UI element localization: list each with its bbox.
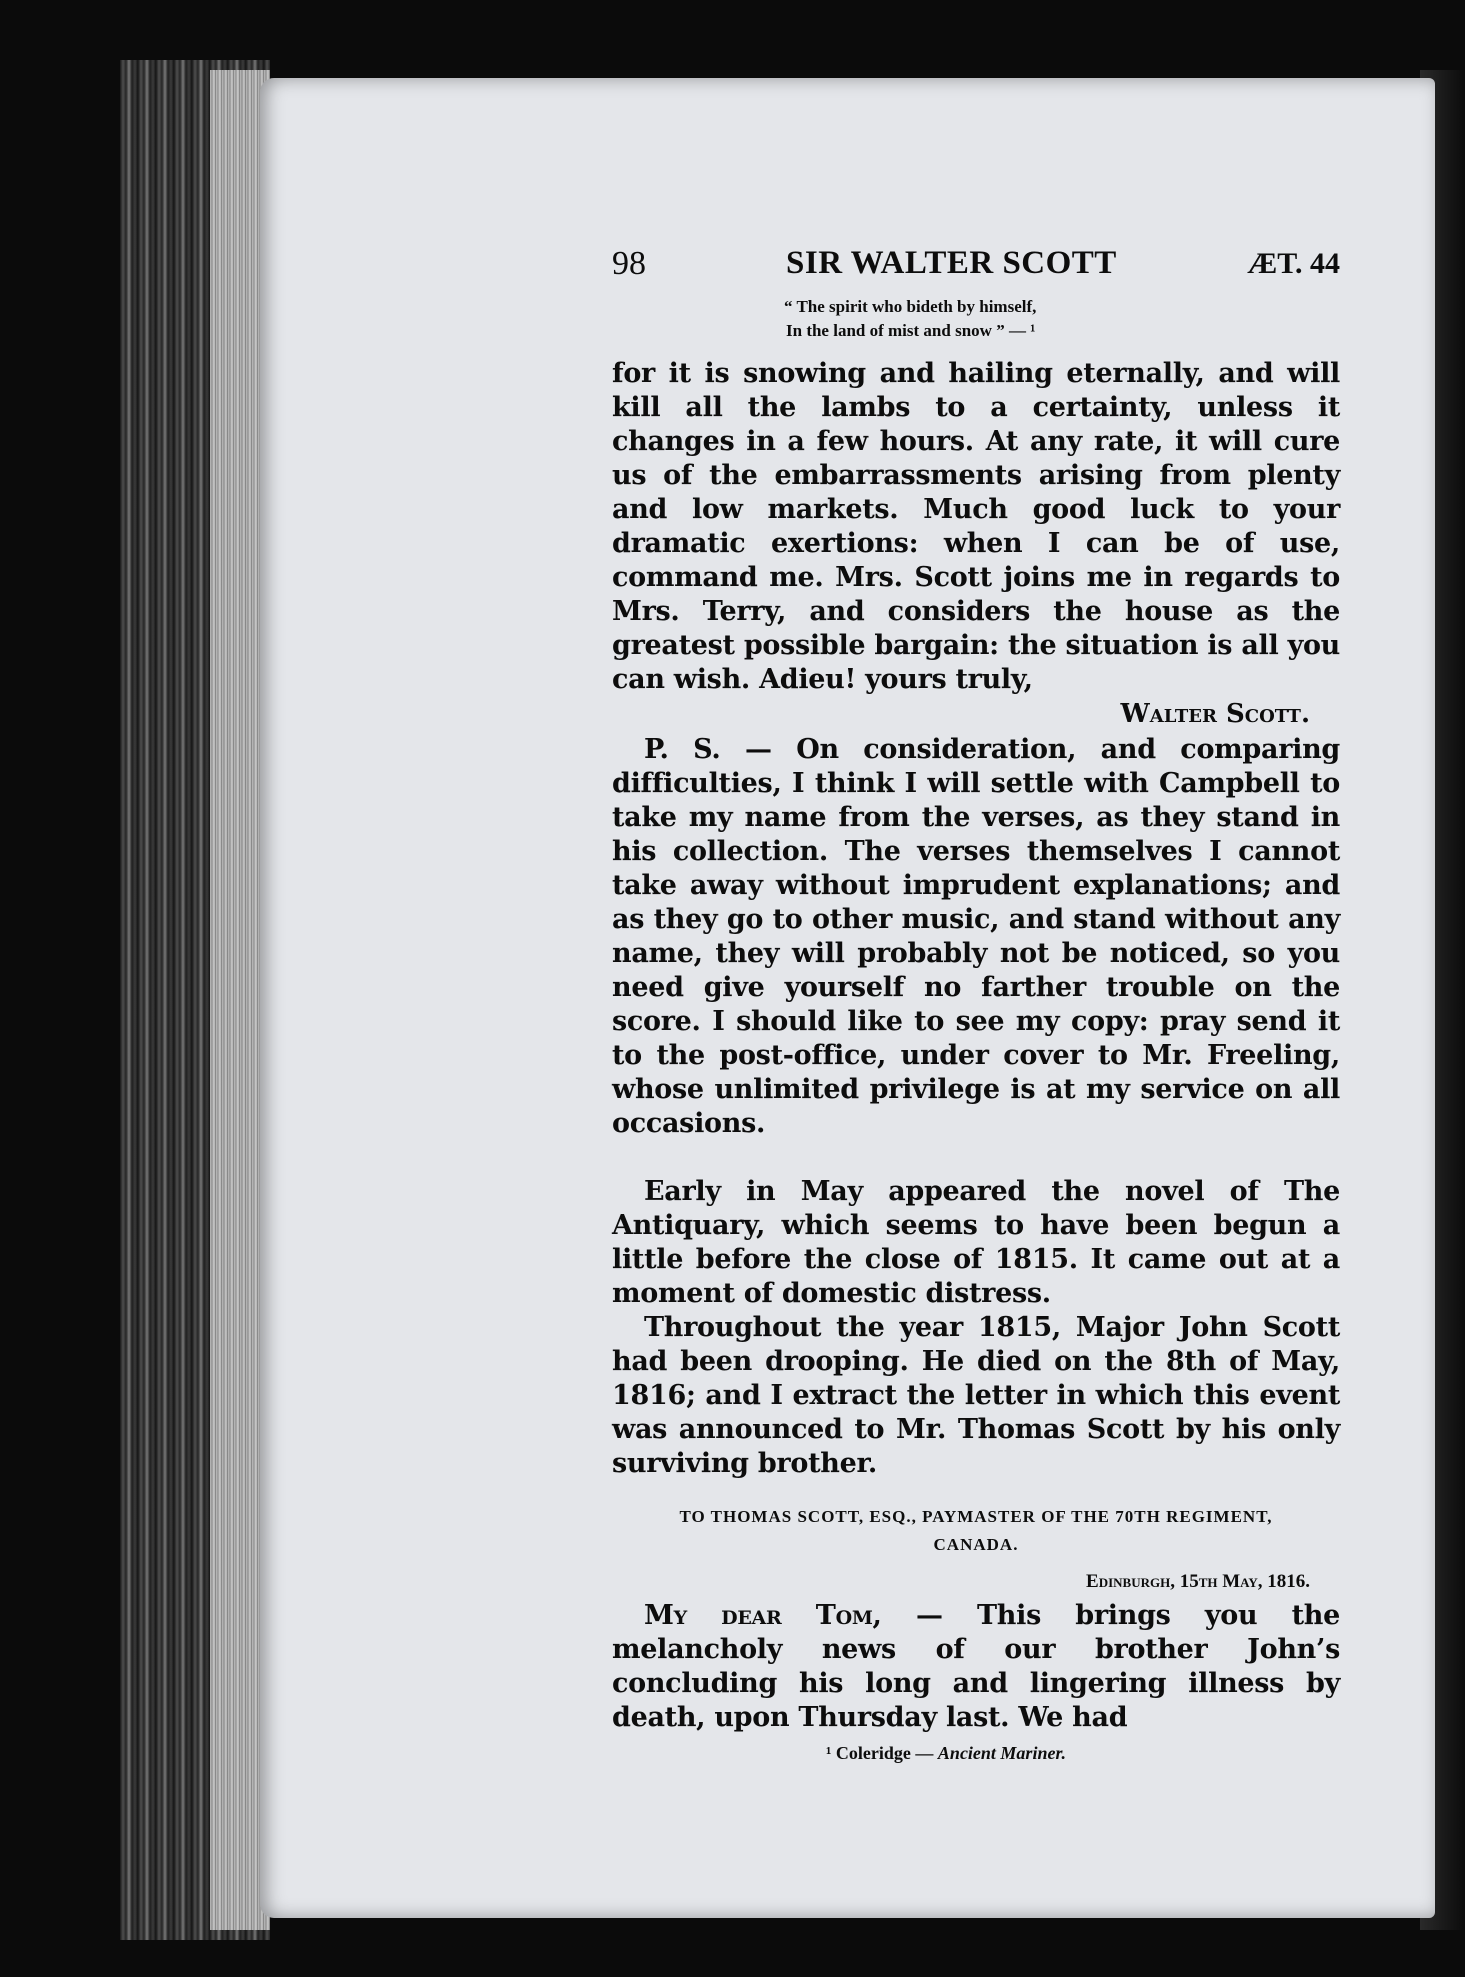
running-title: SIR WALTER SCOTT (786, 245, 1117, 281)
page-number: 98 (612, 245, 646, 282)
paragraph-antiquary: Early in May appeared the novel of The Antiquary, which seems to have been begun a little before the close of 1815. It came out at a moment of domestic distress. (612, 1176, 1340, 1309)
letter-body: — This brings you the melancholy news of our brother John’s concluding his long and lingering illness by death, upon Thursday last. We had (612, 1600, 1340, 1733)
section-gap (612, 1141, 1340, 1175)
salutation: My dear Tom, (644, 1600, 882, 1631)
running-head (612, 245, 1340, 289)
age-marker: ÆT. 44 (1247, 247, 1340, 280)
footnote-source: Ancient Mariner. (937, 1743, 1066, 1763)
letter-addressee (612, 1503, 1340, 1559)
letter-opening (612, 1599, 1340, 1735)
epigraph (784, 295, 1340, 343)
addressee-line-2: CANADA. (933, 1535, 1019, 1554)
footnote-marker: ¹ Coleridge — (826, 1743, 938, 1763)
footnote (612, 1743, 1340, 1764)
paragraph-john-scott: Throughout the year 1815, Major John Scott had been drooping. He died on the 8th of May, 1816; and I extract the letter in which this event was announced to Mr. Thomas Scott by his only surviving brother. (612, 1312, 1340, 1479)
letter-dateline: Edinburgh, 15th May, 1816. (1086, 1571, 1310, 1592)
epigraph-line-2: In the land of mist and snow ” — ¹ (786, 321, 1036, 340)
epigraph-line-1: “ The spirit who bideth by himself, (784, 297, 1037, 316)
addressee-line-1: TO THOMAS SCOTT, ESQ., PAYMASTER OF THE 70TH REGIMENT, (679, 1507, 1273, 1526)
paragraph-letter-end: for it is snowing and hailing eternally, and will kill all the lambs to a certainty, unless it changes in a few hours. At any rate, it will cure us of the embarrassments arising from plenty and low markets. Much good luck to your dramatic exertions: when I can be of use, command me. Mrs. Scott joins me in regards to Mrs. Terry, and considers the house as the greatest possible bargain: the situation is all you can wish. Adieu! yours truly, (612, 358, 1340, 695)
text-column (612, 245, 1340, 1764)
signature: Walter Scott. (1120, 699, 1310, 729)
paragraph-postscript: P. S. — On consideration, and comparing difficulties, I think I will settle with Campbell to take my name from the verses, as they stand in his collection. The verses themselves I cannot take away without imprudent explanations; and as they go to other music, and stand without any name, they will probably not be noticed, so you need give yourself no farther trouble on the score. I should like to see my copy: pray send it to the post-office, under cover to Mr. Freeling, whose unlimited privilege is at my service on all occasions. (612, 734, 1340, 1139)
